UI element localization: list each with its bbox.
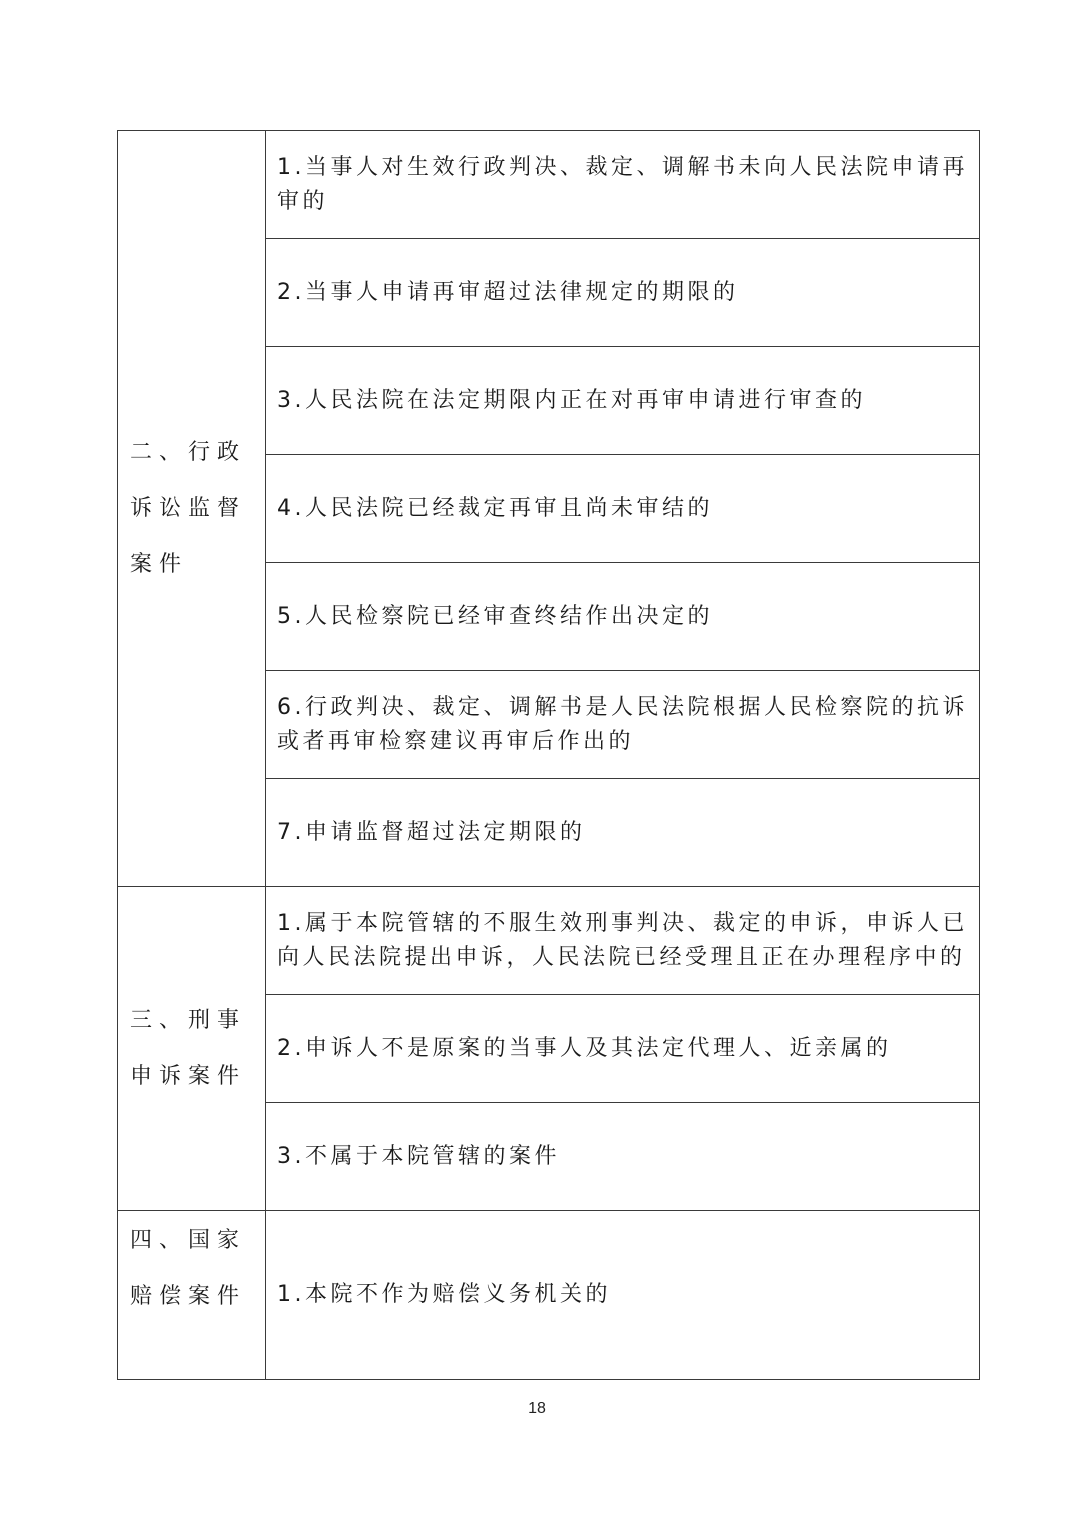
page-number: 18 bbox=[528, 1400, 546, 1417]
table-row bbox=[118, 1211, 980, 1380]
item-cell: 4.人民法院已经裁定再审且尚未审结的 bbox=[266, 455, 980, 563]
item-cell: 3.人民法院在法定期限内正在对再审申请进行审查的 bbox=[266, 347, 980, 455]
table-row bbox=[118, 887, 980, 995]
category-cell: 三、刑事申诉案件 bbox=[118, 887, 266, 1211]
item-cell: 1.当事人对生效行政判决、裁定、调解书未向人民法院申请再审的 bbox=[266, 131, 980, 239]
category-cell: 二、行政诉讼监督案件 bbox=[118, 131, 266, 887]
item-cell: 2.当事人申请再审超过法律规定的期限的 bbox=[266, 239, 980, 347]
item-cell: 2.申诉人不是原案的当事人及其法定代理人、近亲属的 bbox=[266, 995, 980, 1103]
item-cell: 1.属于本院管辖的不服生效刑事判决、裁定的申诉，申诉人已向人民法院提出申诉，人民法院已经受理且正在办理程序中的 bbox=[266, 887, 980, 995]
table-row bbox=[118, 131, 980, 239]
category-cell: 四、国家赔偿案件 bbox=[118, 1211, 266, 1380]
item-cell: 3.不属于本院管辖的案件 bbox=[266, 1103, 980, 1211]
item-cell: 6.行政判决、裁定、调解书是人民法院根据人民检察院的抗诉或者再审检察建议再审后作出的 bbox=[266, 671, 980, 779]
exclusion-table bbox=[117, 130, 980, 1380]
item-cell: 7.申请监督超过法定期限的 bbox=[266, 779, 980, 887]
item-cell: 5.人民检察院已经审查终结作出决定的 bbox=[266, 563, 980, 671]
item-cell: 1.本院不作为赔偿义务机关的 bbox=[266, 1211, 980, 1380]
